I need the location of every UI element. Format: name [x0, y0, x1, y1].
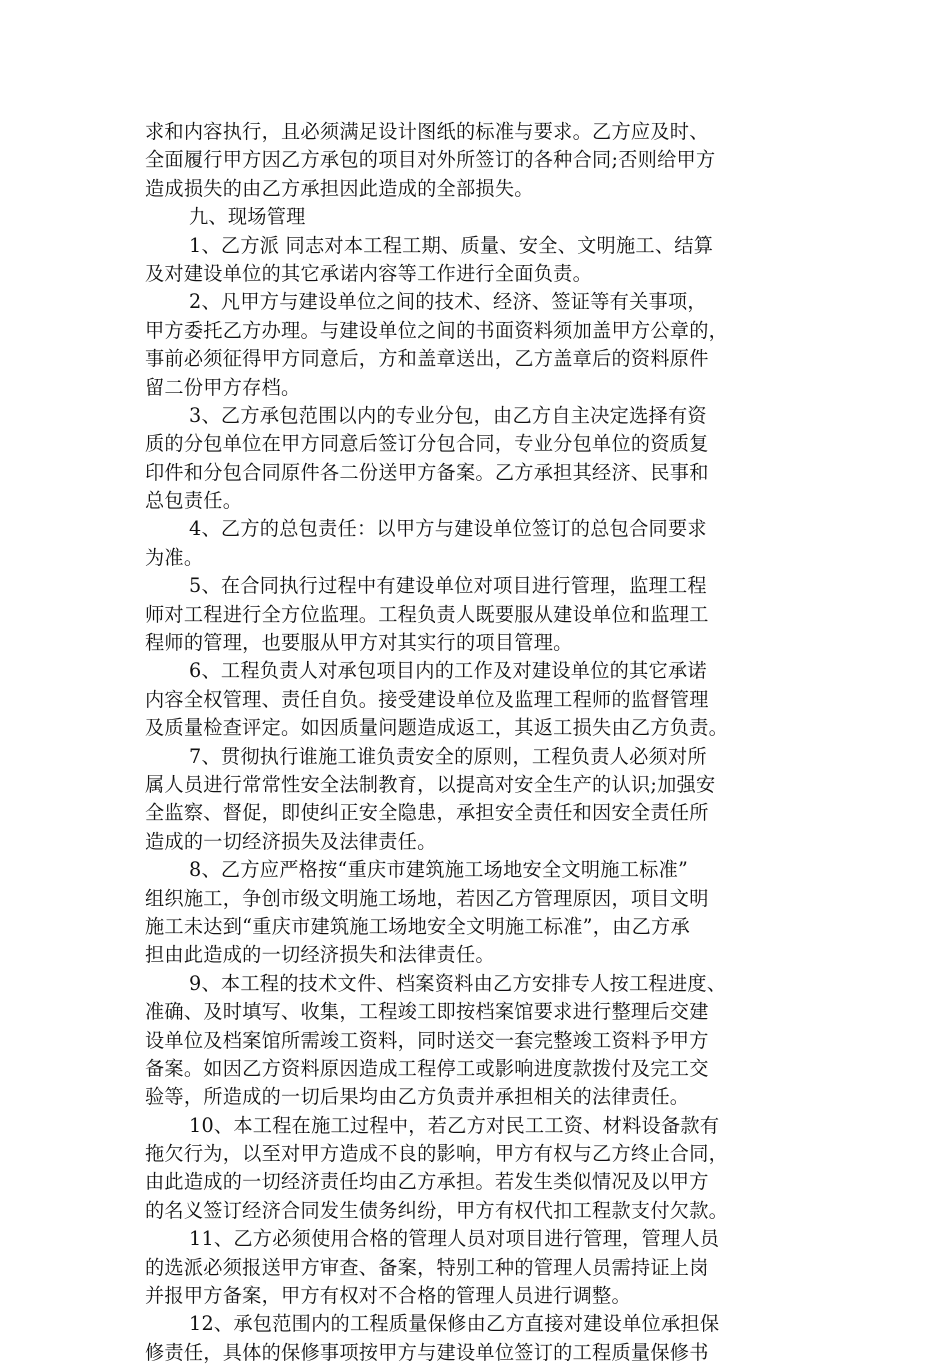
text-line: 拖欠行为，以至对甲方造成不良的影响，甲方有权与乙方终止合同， — [145, 1142, 729, 1166]
text-line: 及质量检查评定。如因质量问题造成返工，其返工损失由乙方负责。 — [145, 716, 729, 740]
text-line: 组织施工，争创市级文明施工场地，若因乙方管理原因，项目文明 — [145, 886, 709, 910]
text-line: 师对工程进行全方位监理。工程负责人既要服从建设单位和监理工 — [145, 602, 709, 626]
text-line: 甲方委托乙方办理。与建设单位之间的书面资料须加盖甲方公章的， — [145, 318, 729, 342]
text-line: 7、贯彻执行谁施工谁负责安全的原则，工程负责人必须对所 — [189, 744, 707, 768]
text-line: 留二份甲方存档。 — [145, 375, 301, 399]
text-line: 程师的管理，也要服从甲方对其实行的项目管理。 — [145, 631, 573, 655]
text-line: 属人员进行常常性安全法制教育，以提高对安全生产的认识;加强安 — [145, 772, 716, 796]
text-line: 担由此造成的一切经济损失和法律责任。 — [145, 943, 495, 967]
text-line: 及对建设单位的其它承诺内容等工作进行全面负责。 — [145, 261, 593, 285]
text-line: 备案。如因乙方资料原因造成工程停工或影响进度款拨付及完工交 — [145, 1056, 709, 1080]
text-line: 全监察、督促，即使纠正安全隐患，承担安全责任和因安全责任所 — [145, 801, 709, 825]
text-line: 求和内容执行，且必须满足设计图纸的标准与要求。乙方应及时、 — [145, 120, 709, 143]
text-line: 质的分包单位在甲方同意后签订分包合同，专业分包单位的资质复 — [145, 432, 709, 456]
text-line: 6、工程负责人对承包项目内的工作及对建设单位的其它承诺 — [189, 659, 707, 683]
text-line: 8、乙方应严格按“重庆市建筑施工场地安全文明施工标准” — [189, 858, 689, 882]
text-line: 1、乙方派 同志对本工程工期、质量、安全、文明施工、结算 — [189, 233, 714, 257]
text-line: 5、在合同执行过程中有建设单位对项目进行管理，监理工程 — [189, 574, 707, 598]
text-line: 11、乙方必须使用合格的管理人员对项目进行管理，管理人员 — [189, 1227, 720, 1251]
text-line: 印件和分包合同原件各二份送甲方备案。乙方承担其经济、民事和 — [145, 460, 709, 484]
text-line: 验等，所造成的一切后果均由乙方负责并承担相关的法律责任。 — [145, 1085, 690, 1109]
text-line: 全面履行甲方因乙方承包的项目对外所签订的各种合同;否则给甲方 — [145, 148, 716, 172]
text-line: 造成的一切经济损失及法律责任。 — [145, 829, 437, 853]
text-line: 设单位及档案馆所需竣工资料，同时送交一套完整竣工资料予甲方 — [145, 1028, 709, 1052]
document-body — [145, 118, 810, 1367]
text-line: 10、本工程在施工过程中，若乙方对民工工资、材料设备款有 — [189, 1113, 720, 1137]
text-line: 准确、及时填写、收集，工程竣工即按档案馆要求进行整理后交建 — [145, 1000, 709, 1024]
text-line: 4、乙方的总包责任：以甲方与建设单位签订的总包合同要求 — [189, 517, 707, 541]
text-line: 的名义签订经济合同发生债务纠纷，甲方有权代扣工程款支付欠款。 — [145, 1198, 729, 1222]
text-line: 12、承包范围内的工程质量保修由乙方直接对建设单位承担保 — [189, 1312, 720, 1336]
text-line: 为准。 — [145, 545, 204, 569]
text-line: 9、本工程的技术文件、档案资料由乙方安排专人按工程进度、 — [189, 971, 727, 995]
text-line: 施工未达到“重庆市建筑施工场地安全文明施工标准”，由乙方承 — [145, 914, 690, 938]
text-line: 造成损失的由乙方承担因此造成的全部损失。 — [145, 176, 534, 200]
text-line: 事前必须征得甲方同意后，方和盖章送出，乙方盖章后的资料原件 — [145, 347, 709, 371]
text-line: 总包责任。 — [145, 489, 243, 513]
text-line: 2、凡甲方与建设单位之间的技术、经济、签证等有关事项， — [189, 290, 707, 314]
text-line: 的选派必须报送甲方审查、备案，特别工种的管理人员需持证上岗 — [145, 1255, 709, 1279]
text-line: 九、现场管理 — [189, 205, 306, 229]
text-line: 内容全权管理、责任自负。接受建设单位及监理工程师的监督管理 — [145, 687, 709, 711]
text-line: 由此造成的一切经济责任均由乙方承担。若发生类似情况及以甲方 — [145, 1170, 709, 1194]
text-line: 并报甲方备案，甲方有权对不合格的管理人员进行调整。 — [145, 1284, 631, 1308]
text-line: 3、乙方承包范围以内的专业分包，由乙方自主决定选择有资 — [189, 403, 707, 427]
text-line: 修责任，具体的保修事项按甲方与建设单位签订的工程质量保修书 — [145, 1340, 709, 1364]
